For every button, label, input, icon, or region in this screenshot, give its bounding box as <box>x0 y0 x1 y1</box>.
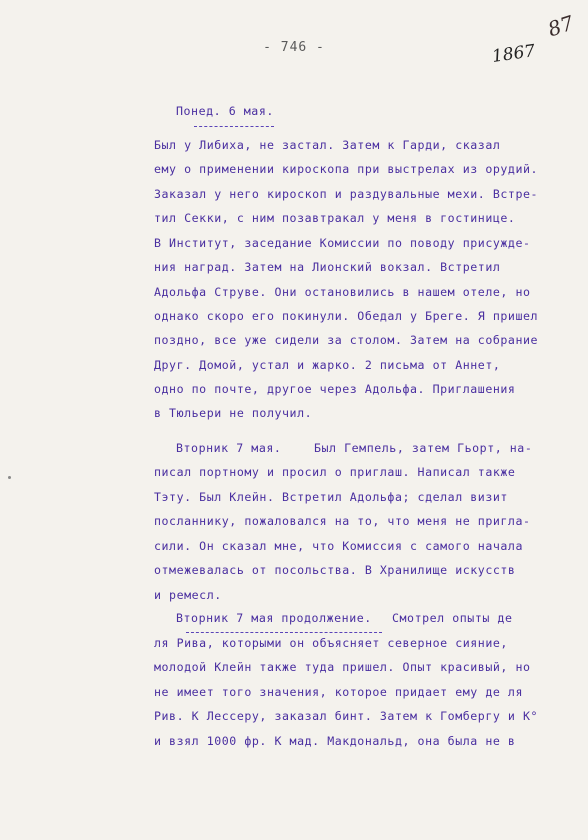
heading-underline <box>194 126 274 127</box>
text-line: поздно, все уже сидели за столом. Затем на собрание <box>154 333 539 347</box>
text-line: не имеет того значения, которое придает ему де ля <box>154 685 523 699</box>
page-number: - 746 - <box>263 40 325 55</box>
text-line: В Институт, заседание Комиссии по поводу присужде- <box>154 236 531 250</box>
text-line: одно по почте, другое через Адольфа. Приглашения <box>154 382 516 396</box>
paper-mark <box>8 476 11 479</box>
text-line: и взял 1000 фр. К мад. Макдональд, она была не в <box>154 734 516 748</box>
text-line: ля Рива, которыми он объясняет северное сияние, <box>154 636 508 650</box>
text-line: писал портному и просил о приглаш. Написал также <box>154 465 516 479</box>
text-line: ему о применении кироскопа при выстрелах из орудий. <box>154 162 539 176</box>
text-line: Друг. Домой, устал и жарко. 2 письма от Аннет, <box>154 358 501 372</box>
archive-page-number: 87 <box>544 10 577 42</box>
text-line: ния наград. Затем на Лионский вокзал. Встретил <box>154 260 501 274</box>
section-heading: Понед. 6 мая. <box>176 104 274 118</box>
text-line: Рив. К Лессеру, заказал бинт. Затем к Гомбергу и К° <box>154 709 539 723</box>
handwritten-year-note: 1867 <box>490 41 537 67</box>
text-line: и ремесл. <box>154 588 222 602</box>
text-line: отмежевалась от посольства. В Хранилище искусств <box>154 563 516 577</box>
section-heading: Вторник 7 мая. <box>176 441 282 455</box>
text-line: молодой Клейн также туда пришел. Опыт красивый, но <box>154 660 531 674</box>
text-line: Тэту. Был Клейн. Встретил Адольфа; сделал визит <box>154 490 508 504</box>
text-line: Заказал у него кироскоп и раздувальные мехи. Встре- <box>154 187 539 201</box>
text-line: тил Секки, с ним позавтракал у меня в гостинице. <box>154 211 516 225</box>
section-heading: Вторник 7 мая продолжение. <box>176 611 372 625</box>
heading-underline <box>186 632 382 633</box>
text-line: однако скоро его покинули. Обедал у Бреге. Я пришел <box>154 309 539 323</box>
text-line: в Тюльери не получил. <box>154 406 313 420</box>
text-line: посланнику, пожаловался на то, что меня не пригла- <box>154 514 531 528</box>
text-line: Был у Либиха, не застал. Затем к Гарди, сказал <box>154 138 501 152</box>
text-line: Смотрел опыты де <box>392 611 513 625</box>
text-line: Адольфа Струве. Они остановились в нашем отеле, но <box>154 285 531 299</box>
text-line: Был Гемпель, затем Гьорт, на- <box>314 441 533 455</box>
text-line: сили. Он сказал мне, что Комиссия с самого начала <box>154 539 523 553</box>
